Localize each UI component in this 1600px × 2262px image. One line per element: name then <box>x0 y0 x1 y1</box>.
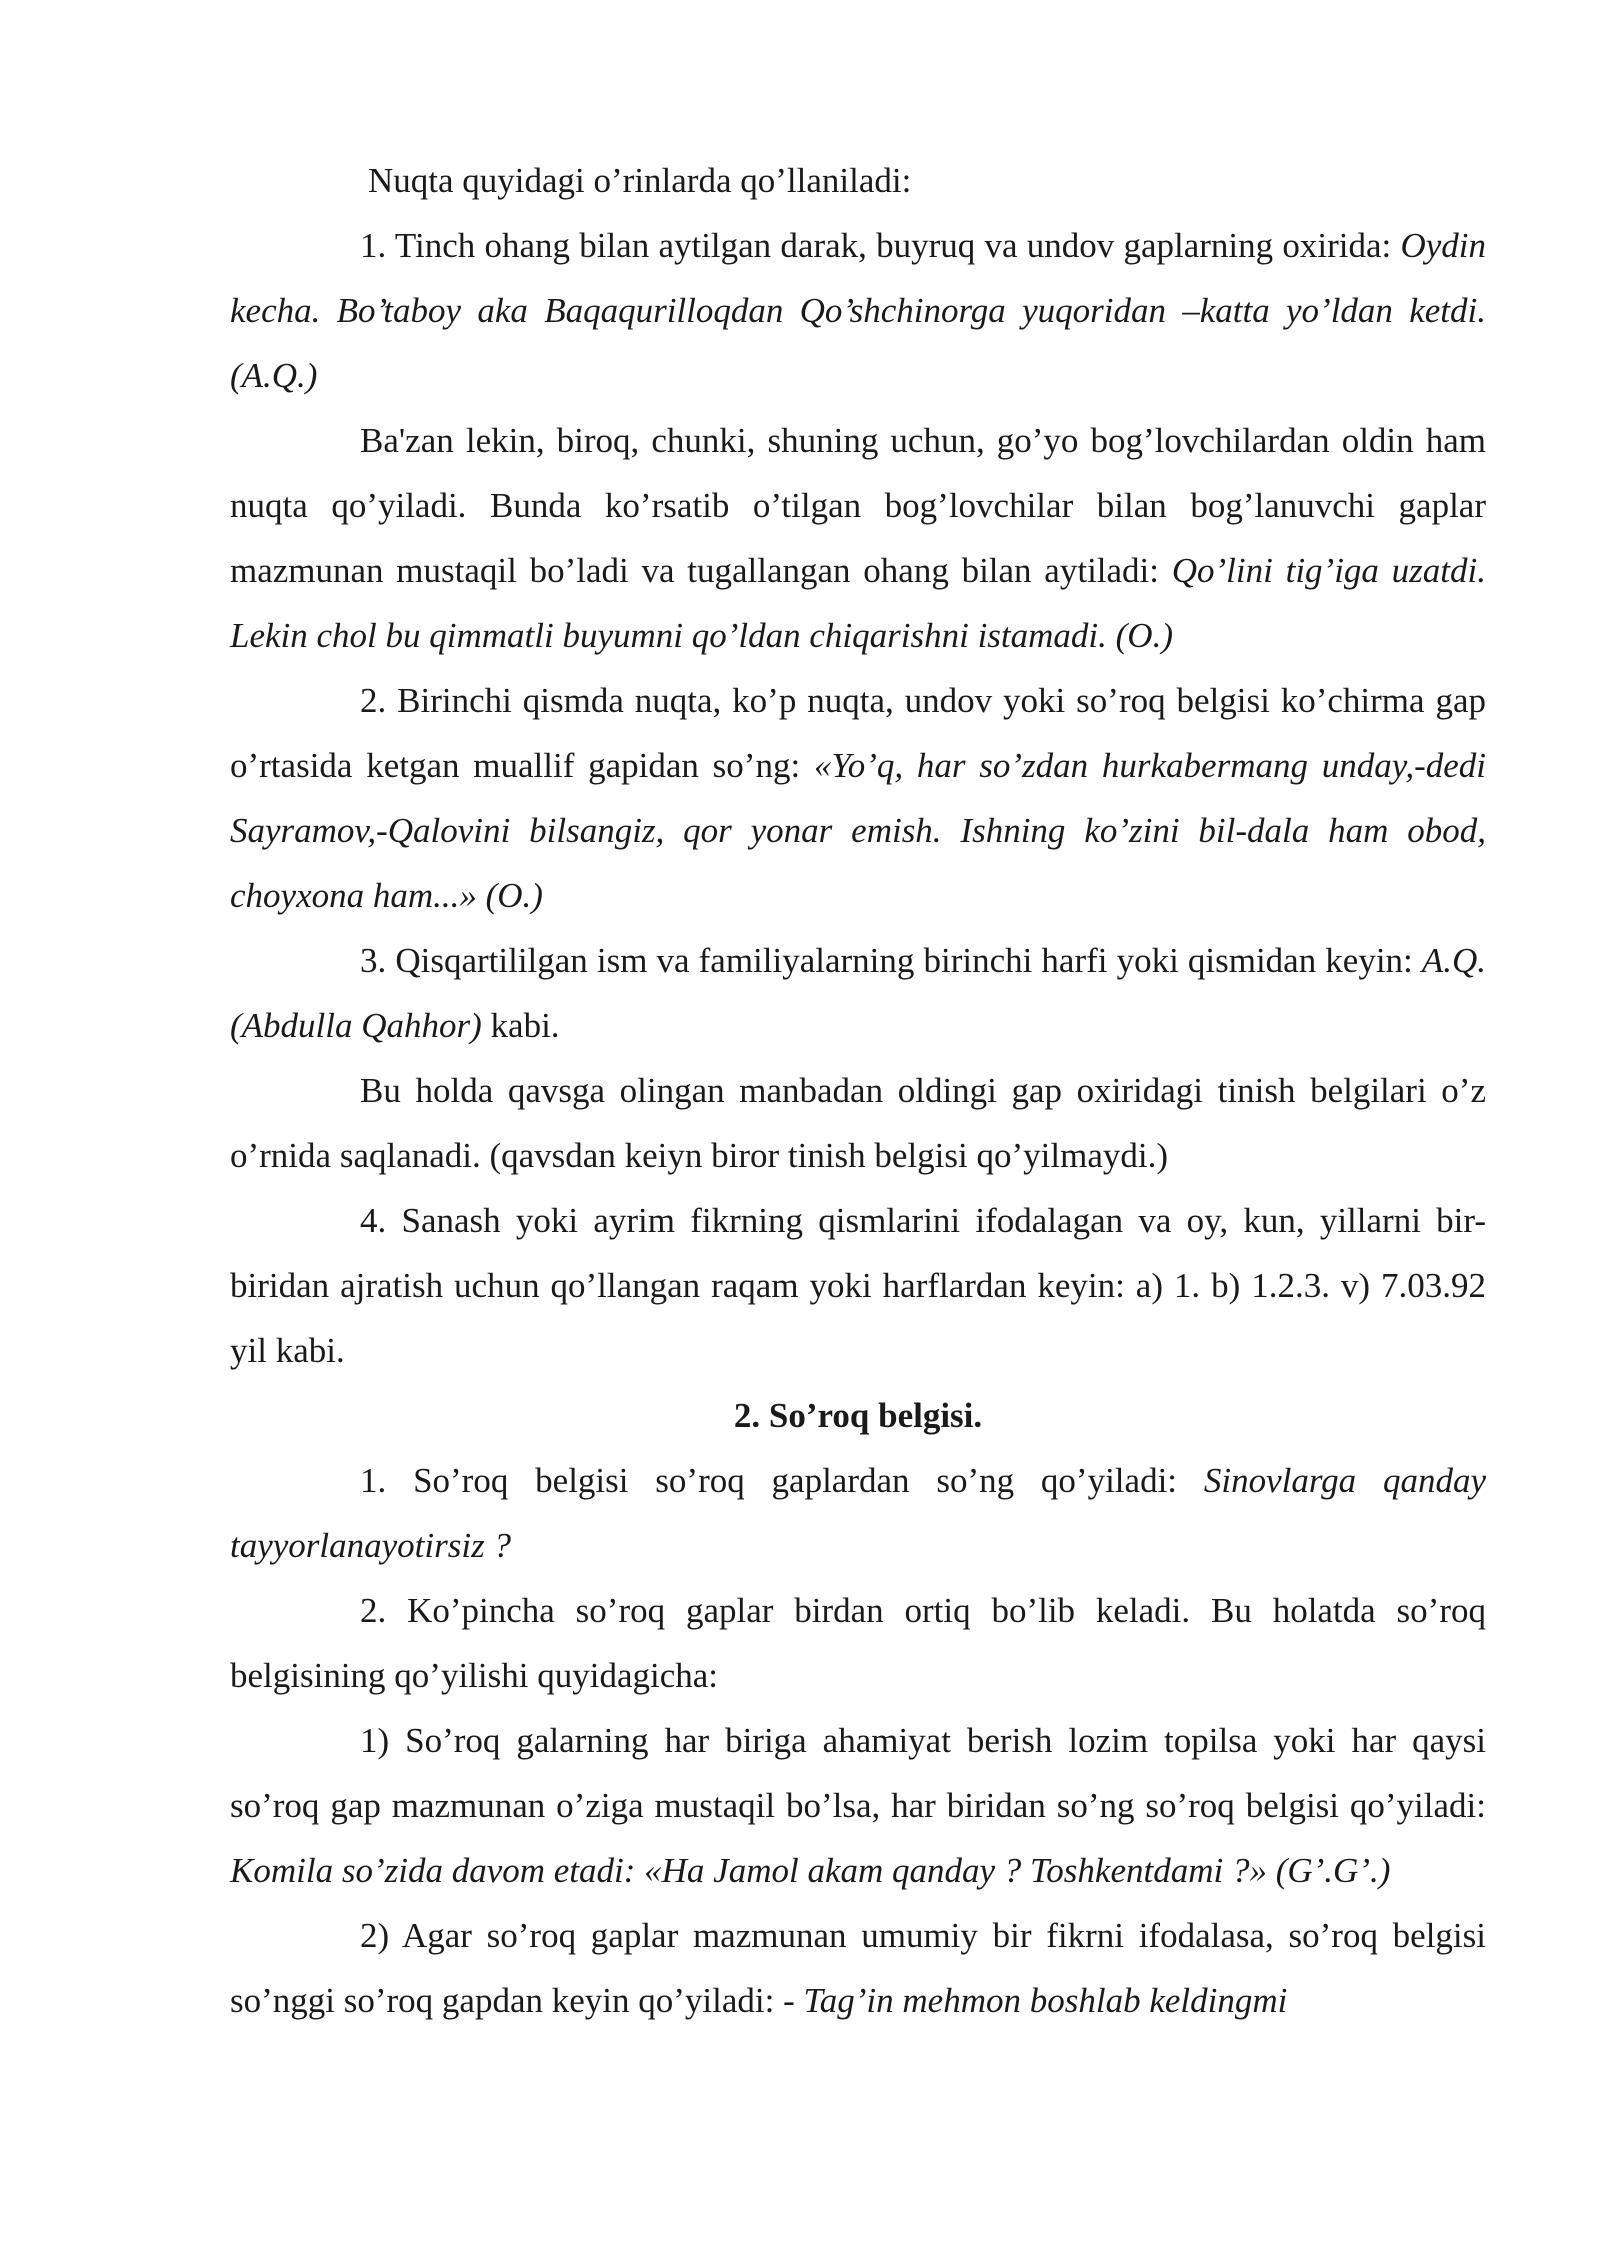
paragraph-text: 4. Sanash yoki ayrim fikrning qismlarini ifodalagan va oy, kun, yillarni bir-biridan ajratish uchun qo’llangan raqam yoki harflardan keyin: a) 1. b) 1.2.3. v) 7.03.92 yil kabi. <box>230 1201 1486 1370</box>
paragraph-rule-3 <box>230 928 1486 1058</box>
document-page <box>230 148 1486 2033</box>
paragraph-text: 1) So’roq galarning har biriga ahamiyat berish lozim topilsa yoki har qaysi so’roq gap mazmunan o’ziga mustaqil bo’lsa, har biridan so’ng so’roq belgisi qo’yiladi: <box>230 1721 1486 1825</box>
paragraph-rule-3-note <box>230 1058 1486 1188</box>
paragraph-intro <box>230 148 1486 213</box>
example-text: Oydin kecha. Bo’taboy aka Baqaqurilloqdan Qo’shchinorga yuqoridan –katta yo’ldan ketdi. (A.Q.) <box>230 226 1486 395</box>
paragraph-rule-1 <box>230 213 1486 408</box>
paragraph-text: 2. Birinchi qismda nuqta, ko’p nuqta, undov yoki so’roq belgisi ko’chirma gap o’rtasida ketgan muallif gapidan so’ng: <box>230 681 1486 785</box>
section-heading: 2. So’roq belgisi. <box>733 1396 983 1435</box>
example-text: «Yo’q, har so’zdan hurkabermang unday,-dedi Sayramov,-Qalovini bilsangiz, qor yonar emish. Ishning ko’zini bil-dala ham obod, choyxona ham...» (O.) <box>230 746 1487 915</box>
paragraph-question-rule-1 <box>230 1448 1486 1578</box>
paragraph-rule-2 <box>230 668 1486 928</box>
example-text: A.Q. (Abdulla Qahhor) <box>230 941 1486 1045</box>
paragraph-rule-4 <box>230 1188 1486 1383</box>
paragraph-question-rule-2-2 <box>230 1903 1486 2033</box>
example-text: Sinovlarga qanday tayyorlanayotirsiz ? <box>230 1461 1486 1565</box>
example-text: Qo’lini tig’iga uzatdi. Lekin chol bu qimmatli buyumni qo’ldan chiqarishni istamadi. (O.) <box>230 551 1486 655</box>
paragraph-rule-1-note <box>230 408 1486 668</box>
example-text: Komila so’zida davom etadi: «Ha Jamol akam qanday ? Toshkentdami ?» (G’.G’.) <box>230 1851 1391 1890</box>
paragraph-text: Bu holda qavsga olingan manbadan oldingi gap oxiridagi tinish belgilari o’z o’rnida saqlanadi. (qavsdan keiyn biror tinish belgisi qo’yilmaydi.) <box>230 1071 1486 1175</box>
example-text: Tag’in mehmon boshlab keldingmi <box>803 1981 1288 2020</box>
paragraph-question-rule-2-1 <box>230 1708 1486 1903</box>
paragraph-text: Nuqta quyidagi o’rinlarda qo’llaniladi: <box>368 161 912 200</box>
paragraph-text: 3. Qisqartililgan ism va familiyalarning birinchi harfi yoki qismidan keyin: <box>360 941 1422 980</box>
paragraph-text: 1. Tinch ohang bilan aytilgan darak, buyruq va undov gaplarning oxirida: <box>360 226 1401 265</box>
paragraph-text: 1. So’roq belgisi so’roq gaplardan so’ng qo’yiladi: <box>360 1461 1204 1500</box>
paragraph-tail: kabi. <box>481 1006 560 1045</box>
paragraph-text: 2) Agar so’roq gaplar mazmunan umumiy bir fikrni ifodalasa, so’roq belgisi so’nggi so’roq gapdan keyin qo’yiladi: - <box>230 1916 1486 2020</box>
paragraph-text: Ba'zan lekin, biroq, chunki, shuning uchun, go’yo bog’lovchilardan oldin ham nuqta qo’yiladi. Bunda ko’rsatib o’tilgan bog’lovchilar bilan bog’lanuvchi gaplar mazmunan mustaqil bo’ladi va tugallangan ohang bilan aytiladi: <box>230 421 1486 590</box>
paragraph-text: 2. Ko’pincha so’roq gaplar birdan ortiq bo’lib keladi. Bu holatda so’roq belgisining qo’yilishi quyidagicha: <box>230 1591 1486 1695</box>
paragraph-question-rule-2 <box>230 1578 1486 1708</box>
